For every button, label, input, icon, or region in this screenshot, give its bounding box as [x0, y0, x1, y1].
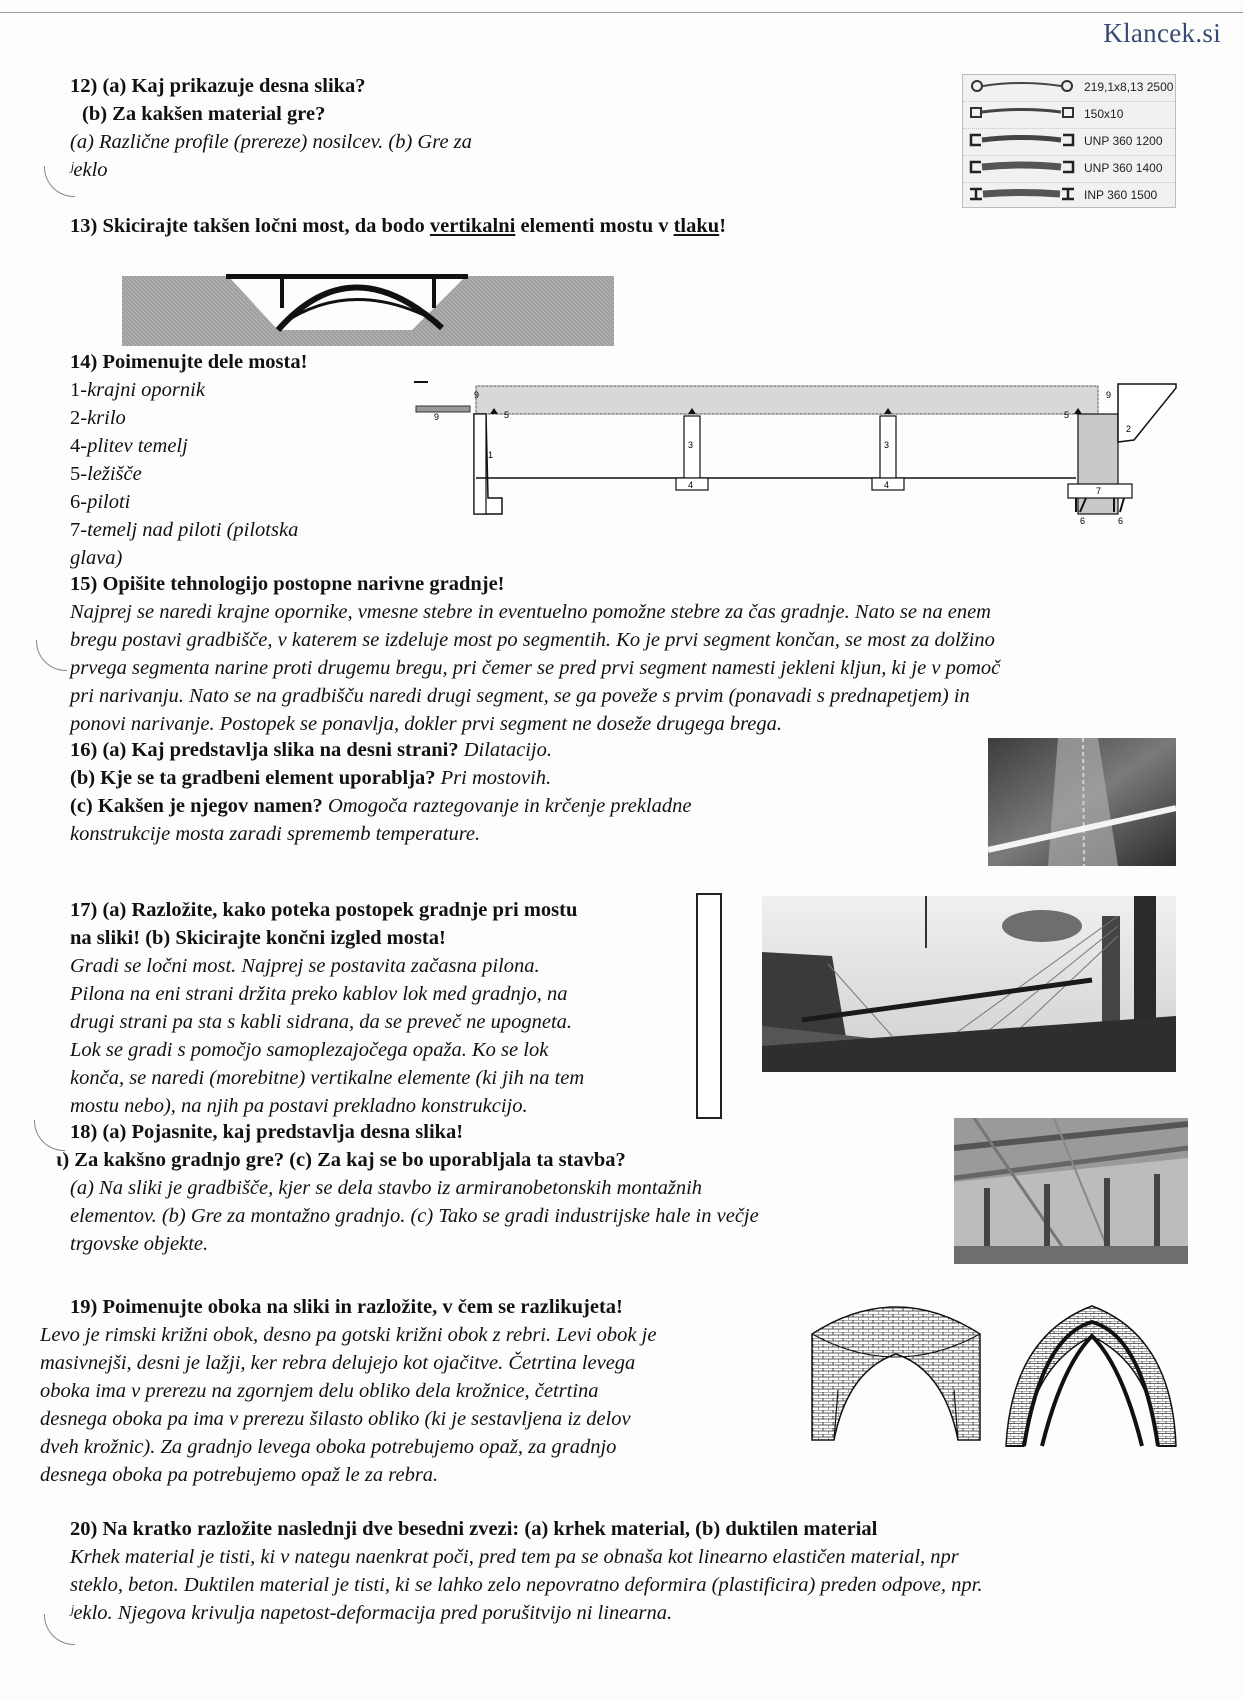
part-name: ležišče [87, 463, 142, 485]
diagram-label: 9 [434, 412, 440, 422]
bridge-part-item [70, 376, 430, 404]
profile-label: 150x10 [1084, 107, 1124, 121]
q13-underlined-word: tlaku [673, 215, 720, 237]
q18-answer-line: elementov. (b) Gre za montažno gradnjo. (c) Tako se gradi industrijske hale in večje [70, 1205, 759, 1227]
q17-answer-line: konča, se naredi (morebitne) vertikalne elemente (ki jih na tem [70, 1067, 585, 1089]
brand-header: Klancek.si [1103, 18, 1221, 48]
q19-block [40, 1293, 780, 1489]
profile-label: INP 360 1500 [1084, 188, 1158, 202]
q13-text: 13) Skicirajte takšen ločni most, da bodo [70, 215, 430, 237]
q16-answer-c-cont: konstrukcije mosta zaradi sprememb temperature. [70, 823, 481, 845]
unp-profile-icon [967, 159, 1077, 179]
part-number: 5- [70, 463, 88, 485]
q17-block [70, 896, 690, 1120]
q15-question: 15) Opišite tehnologijo postopne narivne gradnje! [70, 573, 505, 595]
part-name: temelj nad piloti (pilotska [87, 519, 299, 541]
inp-profile-icon [967, 186, 1077, 206]
q20-question: 20) Na kratko razložite naslednji dve besedni zvezi: (a) krhek material, (b) duktilen material [70, 1518, 878, 1540]
q20-answer-line: steklo, beton. Duktilen material je tisti, ki se lahko zelo nepovratno deformira (plastificira) preden odpove, npr. [70, 1574, 983, 1596]
part-number: 6- [70, 491, 88, 513]
top-rule [0, 12, 1243, 13]
diagram-label: 6 [1080, 516, 1086, 526]
punch-hole-mark [36, 640, 67, 671]
q15-block [70, 570, 1180, 738]
beam-profiles-image [962, 74, 1176, 208]
diagram-label: 9 [474, 390, 480, 400]
q18-question: ɩ) Za kakšno gradnjo gre? (c) Za kaj se bo uporabljala ta stavba? [56, 1149, 626, 1171]
q20-answer-line: ʲeklo. Njegova krivulja napetost-deformacija pred porušitvijo ni linearna. [70, 1602, 673, 1624]
precast-hall-construction-photo [954, 1118, 1188, 1264]
circular-tube-profile-icon [967, 78, 1077, 98]
q16-block [70, 736, 910, 848]
q16-question-c: (c) Kakšen je njegov namen? [70, 795, 323, 817]
part-number: 4- [70, 435, 88, 457]
q17-answer-line: drugi strani pa sta s kabli sidrana, da se preveč ne upogneta. [70, 1011, 573, 1033]
arch-bridge-construction-photo [762, 896, 1176, 1072]
part-name: piloti [87, 491, 131, 513]
gothic-ribbed-vault-drawing [1002, 1296, 1180, 1450]
rectangular-tube-profile-icon [967, 105, 1077, 125]
q16-line-b [70, 764, 910, 792]
q17-answer-line: Lok se gradi s pomočjo samoplezajočega opaža. Ko se lok [70, 1039, 549, 1061]
q16-question-b: (b) Kje se ta gradbeni element uporablja? [70, 767, 436, 789]
diagram-label: 3 [884, 440, 890, 450]
part-number: 1- [70, 379, 88, 401]
unp-profile-icon [967, 132, 1077, 152]
profile-label: UNP 360 1400 [1084, 161, 1163, 175]
expansion-joint-photo [988, 738, 1176, 866]
part-number: 7- [70, 519, 88, 541]
roman-cross-vault-drawing [808, 1290, 984, 1450]
q12-question-b: (b) Za kakšen material gre? [82, 103, 326, 125]
q13-underlined-word: vertikalni [429, 215, 516, 237]
diagram-label: 5 [504, 410, 510, 420]
q13-text: elementi mostu v [515, 215, 674, 237]
profile-row [963, 102, 1175, 129]
diagram-label: 1 [488, 450, 494, 460]
q16-line-a [70, 736, 910, 764]
profile-row [963, 156, 1175, 183]
q16-question-a: 16) (a) Kaj predstavlja slika na desni strani? [70, 739, 459, 761]
q15-answer-line: pri narivanju. Nato se na gradbišču naredi drugi segment, se ga poveže s prvim (ponavadi s prednapetjem) in [70, 685, 970, 707]
q12-block [70, 72, 590, 184]
profile-row [963, 129, 1175, 156]
q12-answer-line: ʲeklo [70, 159, 108, 181]
bridge-parts-diagram [414, 380, 1180, 545]
q12-answer-line: (a) Različne profile (prereze) nosilcev. (b) Gre za [70, 131, 472, 153]
q12-question-a: 12) (a) Kaj prikazuje desna slika? [70, 75, 366, 97]
profile-row [963, 183, 1175, 209]
q19-answer-line: dveh krožnic). Za gradnjo levega oboka potrebujemo opaž, za gradnjo [40, 1436, 617, 1458]
q15-answer-line: Najprej se naredi krajne opornike, vmesne stebre in eventuelno pomožne stebre za čas gradnje. Nato se na enem [70, 601, 991, 623]
q13-text: ! [719, 215, 727, 237]
q18-block [56, 1118, 910, 1258]
punch-hole-mark [34, 1120, 65, 1151]
diagram-label: 5 [1064, 410, 1070, 420]
q19-answer-line: desnega oboka pa potrebujemo opaž le za rebra. [40, 1464, 439, 1486]
q13-question [70, 212, 726, 240]
bridge-part-item [70, 488, 430, 516]
q15-answer-line: prvega segmenta narine proti drugemu bregu, pri čemer se pred prvi segment namesti jekleni kljun, ki je v pomoč [70, 657, 1001, 679]
bridge-part-item [70, 516, 430, 544]
sketch-answer-box[interactable] [696, 893, 722, 1119]
q16-answer-b: Pri mostovih. [440, 767, 552, 789]
q19-answer-line: masivnejši, desni je lažji, ker rebra delujejo kot ojačitve. Četrtina levega [40, 1352, 636, 1374]
q18-answer-line: (a) Na sliki je gradbišče, kjer se dela stavbo iz armiranobetonskih montažnih [70, 1177, 703, 1199]
q19-answer-line: oboka ima v prerezu na zgornjem delu obliko dela krožnice, četrtina [40, 1380, 599, 1402]
q14-block [70, 348, 430, 572]
q15-answer-line: bregu postavi gradbišče, v katerem se izdeluje most po segmentih. Ko je prvi segment končan, se most za dolžino [70, 629, 995, 651]
q17-question: 17) (a) Razložite, kako poteka postopek gradnje pri mostu [70, 899, 578, 921]
q18-answer-line: trgovske objekte. [70, 1233, 209, 1255]
part-name: plitev temelj [87, 435, 188, 457]
bridge-part-item [70, 404, 430, 432]
diagram-label: 7 [1096, 486, 1102, 496]
q14-question: 14) Poimenujte dele mosta! [70, 351, 308, 373]
punch-hole-mark [44, 166, 75, 197]
q17-answer-line: mostu nebo), na njih pa postavi prekladno konstrukcijo. [70, 1095, 528, 1117]
diagram-label: 2 [1126, 424, 1132, 434]
bridge-part-continuation: glava) [70, 547, 123, 569]
q16-answer-c: Omogoča raztegovanje in krčenje prekladne [327, 795, 692, 817]
q16-answer-a: Dilatacijo. [463, 739, 552, 761]
diagram-label: 3 [688, 440, 694, 450]
q17-question: na sliki! (b) Skicirajte končni izgled mosta! [70, 927, 446, 949]
q20-block [70, 1515, 1180, 1627]
bridge-part-item [70, 460, 430, 488]
q16-line-c [70, 792, 910, 820]
diagram-label: 6 [1118, 516, 1124, 526]
diagram-label: 9 [1106, 390, 1112, 400]
part-name: krilo [87, 407, 126, 429]
part-number: 2- [70, 407, 88, 429]
q18-question: 18) (a) Pojasnite, kaj predstavlja desna slika! [70, 1121, 464, 1143]
diagram-label: 4 [884, 480, 890, 490]
punch-hole-mark [44, 1614, 75, 1645]
q19-question: 19) Poimenujte oboka na sliki in razložite, v čem se razlikujeta! [70, 1296, 623, 1318]
q17-answer-line: Gradi se ločni most. Najprej se postavita začasna pilona. [70, 955, 540, 977]
profile-label: UNP 360 1200 [1084, 134, 1163, 148]
bridge-part-item [70, 432, 430, 460]
q15-answer-line: ponovi narivanje. Postopek se ponavlja, dokler prvi segment ne doseže drugega brega. [70, 713, 783, 735]
q19-answer-line: desnega oboka pa ima v prerezu šilasto obliko (ki je sestavljena iz delov [40, 1408, 631, 1430]
part-name: krajni opornik [87, 379, 205, 401]
diagram-label: 4 [688, 480, 694, 490]
q17-answer-line: Pilona na eni strani držita preko kablov lok med gradnjo, na [70, 983, 568, 1005]
profile-label: 219,1x8,13 2500 [1084, 80, 1174, 94]
q20-answer-line: Krhek material je tisti, ki v nategu naenkrat poči, pred tem pa se obnaša kot linearno elastičen material, npr [70, 1546, 959, 1568]
profile-row [963, 75, 1175, 102]
arch-bridge-sketch [122, 266, 614, 350]
q19-answer-line: Levo je rimski križni obok, desno pa gotski križni obok z rebri. Levi obok je [40, 1324, 657, 1346]
